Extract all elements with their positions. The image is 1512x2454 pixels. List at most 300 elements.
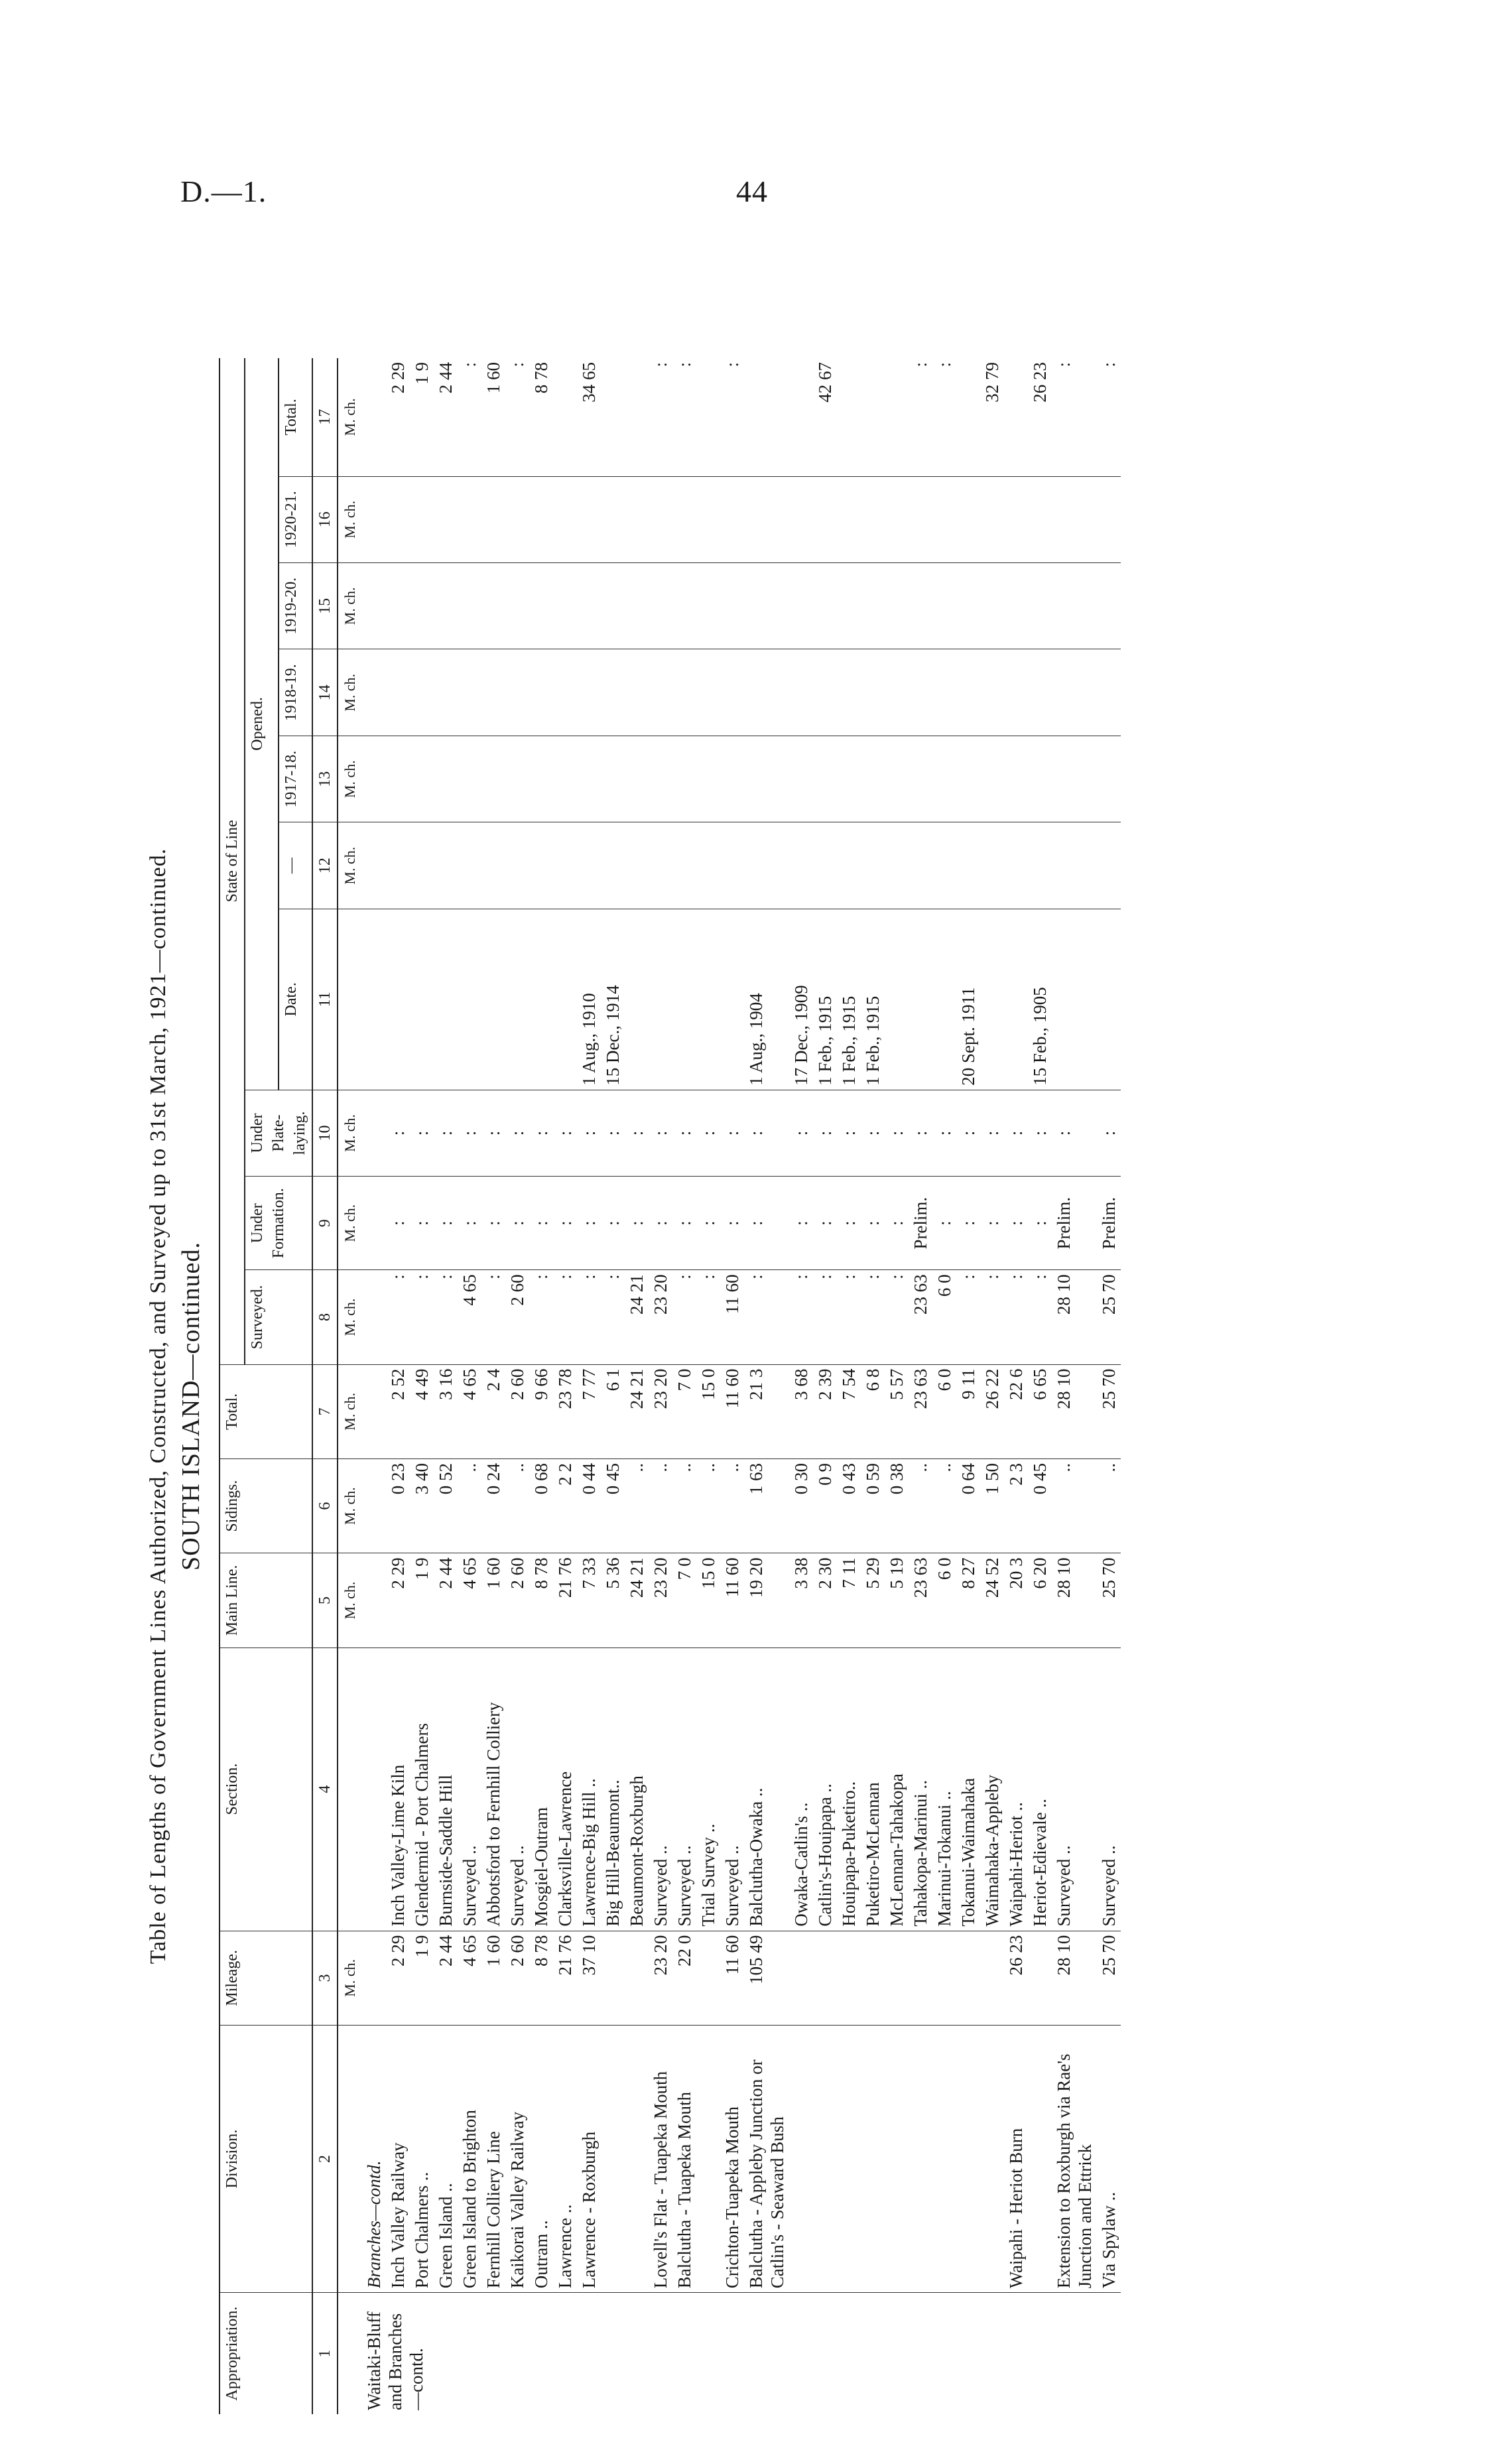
opened-total-cell: : [505, 358, 529, 476]
opened-dash-cell [529, 822, 553, 909]
table-row [649, 358, 672, 2414]
sidings-cell: 0 44 [577, 1458, 601, 1553]
under-formation-cell: : [744, 1177, 789, 1270]
opened-1917-cell [932, 736, 956, 822]
opened-date-cell [481, 909, 505, 1090]
unit-label: M. ch. [338, 649, 362, 736]
division-cell: Balclutha - Appleby Junction or Catlin's - Seaward Bush [744, 2025, 789, 2292]
division-cell [932, 2025, 956, 2292]
mileage-cell: 22 0 [672, 1931, 696, 2025]
surveyed-cell: 24 21 [625, 1270, 649, 1364]
opened-1919-cell [1028, 563, 1052, 649]
opened-1919-cell [980, 563, 1004, 649]
opened-1919-cell [649, 563, 672, 649]
opened-1920-cell [1028, 476, 1052, 562]
section-cell: Trial Survey .. [696, 1647, 720, 1931]
division-cell: Inch Valley Railway [386, 2025, 410, 2292]
opened-dash-cell [1097, 822, 1121, 909]
opened-1918-cell [696, 649, 720, 736]
opened-1920-cell [789, 476, 813, 562]
total-cell: 9 11 [956, 1364, 980, 1458]
opened-1920-cell [672, 476, 696, 562]
main-line-cell: 23 63 [909, 1553, 932, 1647]
table-row [696, 358, 720, 2414]
table-subtitle: SOUTH ISLAND—continued. [177, 1242, 205, 1571]
opened-1920-cell [885, 476, 909, 562]
section-cell: Beaumont-Roxburgh [625, 1647, 649, 1931]
under-platelaying-cell: : [980, 1090, 1004, 1176]
table-title: Table of Lengths of Government Lines Authorized, Constructed, and Surveyed up to 31st March, 1921—continued. [146, 848, 170, 1965]
unit-label: M. ch. [338, 476, 362, 562]
opened-date-cell [1052, 909, 1097, 1090]
mileage-cell [625, 1931, 649, 2025]
sidings-cell: .. [458, 1458, 481, 1553]
sidings-cell: 0 45 [601, 1458, 625, 1553]
under-formation-cell: : [577, 1177, 601, 1270]
surveyed-cell: : [1028, 1270, 1052, 1364]
surveyed-cell: 25 70 [1097, 1270, 1121, 1364]
opened-1918-cell [505, 649, 529, 736]
division-cell: Balclutha - Tuapeka Mouth [672, 2025, 696, 2292]
division-cell: Lawrence - Roxburgh [577, 2025, 601, 2292]
section-cell: Surveyed .. [649, 1647, 672, 1931]
surveyed-cell: 6 0 [932, 1270, 956, 1364]
surveyed-cell: : [861, 1270, 885, 1364]
total-cell: 28 10 [1052, 1364, 1097, 1458]
under-platelaying-cell: : [481, 1090, 505, 1176]
sidings-cell: 1 63 [744, 1458, 789, 1553]
col-1920: 1920-21. [279, 476, 312, 562]
section-cell: Catlin's-Houipapa .. [813, 1647, 837, 1931]
section-cell: Clarksville-Lawrence [553, 1647, 577, 1931]
opened-1920-cell [601, 476, 625, 562]
section-cell: Owaka-Catlin's .. [789, 1647, 813, 1931]
opened-date-cell: 1 Feb., 1915 [813, 909, 837, 1090]
sidings-cell: .. [932, 1458, 956, 1553]
opened-1919-cell [1097, 563, 1121, 649]
opened-date-cell [625, 909, 649, 1090]
col-number: 10 [312, 1090, 338, 1176]
division-cell [956, 2025, 980, 2292]
opened-date-cell: 20 Sept. 1911 [956, 909, 980, 1090]
col-1918: 1918-19. [279, 649, 312, 736]
opened-1917-cell [434, 736, 458, 822]
mileage-cell [932, 1931, 956, 2025]
col-dash: — [279, 822, 312, 909]
opened-1918-cell [956, 649, 980, 736]
section-cell: Glendermid - Port Chalmers [410, 1647, 434, 1931]
surveyed-cell: 23 20 [649, 1270, 672, 1364]
section-cell: Lawrence-Big Hill .. [577, 1647, 601, 1931]
mileage-cell [861, 1931, 885, 2025]
opened-1917-cell [672, 736, 696, 822]
opened-1918-cell [577, 649, 601, 736]
mileage-cell [362, 1931, 386, 2025]
mileage-cell: 8 78 [529, 1931, 553, 2025]
mileage-cell [837, 1931, 861, 2025]
opened-dash-cell [386, 822, 410, 909]
sidings-cell: 0 68 [529, 1458, 553, 1553]
sidings-cell: .. [1052, 1458, 1097, 1553]
opened-1919-cell [386, 563, 410, 649]
col-surveyed: Surveyed. [245, 1270, 312, 1364]
table-row [601, 358, 625, 2414]
opened-1920-cell [837, 476, 861, 562]
opened-1917-cell [813, 736, 837, 822]
main-line-cell: 24 52 [980, 1553, 1004, 1647]
col-date: Date. [279, 909, 312, 1090]
section-cell: Balclutha-Owaka .. [744, 1647, 789, 1931]
col-number: 12 [312, 822, 338, 909]
division-cell [813, 2025, 837, 2292]
division-cell: Extension to Roxburgh via Rae's Junction and Ettrick [1052, 2025, 1097, 2292]
opened-dash-cell [1004, 822, 1028, 909]
under-platelaying-cell: : [1004, 1090, 1028, 1176]
opened-total-cell [601, 358, 625, 476]
division-cell [980, 2025, 1004, 2292]
under-platelaying-cell [362, 1090, 386, 1176]
opened-1919-cell [529, 563, 553, 649]
sidings-cell: 0 9 [813, 1458, 837, 1553]
opened-total-cell [362, 358, 386, 476]
opened-total-cell: : [1052, 358, 1097, 476]
under-formation-cell: : [434, 1177, 458, 1270]
surveyed-cell: 11 60 [720, 1270, 744, 1364]
under-platelaying-cell: : [625, 1090, 649, 1176]
opened-dash-cell [553, 822, 577, 909]
section-cell: Houipapa-Puketiro.. [837, 1647, 861, 1931]
mileage-cell [956, 1931, 980, 2025]
under-platelaying-cell: : [885, 1090, 909, 1176]
opened-1918-cell [481, 649, 505, 736]
under-platelaying-cell: : [577, 1090, 601, 1176]
division-cell: Via Spylaw .. [1097, 2025, 1121, 2292]
total-cell: 6 0 [932, 1364, 956, 1458]
opened-total-cell [956, 358, 980, 476]
opened-1919-cell [410, 563, 434, 649]
mileage-cell: 23 20 [649, 1931, 672, 2025]
opened-1918-cell [980, 649, 1004, 736]
table-row [481, 358, 505, 2414]
opened-dash-cell [980, 822, 1004, 909]
opened-total-cell: 34 65 [577, 358, 601, 476]
opened-1917-cell [837, 736, 861, 822]
col-state-of-line: State of Line [220, 358, 245, 1364]
under-platelaying-cell: : [410, 1090, 434, 1176]
sidings-cell: .. [1097, 1458, 1121, 1553]
opened-1919-cell [956, 563, 980, 649]
total-cell: 4 65 [458, 1364, 481, 1458]
opened-date-cell [529, 909, 553, 1090]
rotated-table-page [146, 358, 1273, 2454]
unit-label: M. ch. [338, 1364, 362, 1458]
table-row [1097, 358, 1121, 2414]
col-mileage: Mileage. [220, 1931, 312, 2025]
mileage-cell: 105 49 [744, 1931, 789, 2025]
opened-1917-cell [625, 736, 649, 822]
surveyed-cell: : [672, 1270, 696, 1364]
table-row [1028, 358, 1052, 2414]
under-formation-cell: : [481, 1177, 505, 1270]
unit-label: M. ch. [338, 563, 362, 649]
col-number: 8 [312, 1270, 338, 1364]
col-total: Total. [220, 1364, 312, 1458]
mileage-cell: 2 29 [386, 1931, 410, 2025]
opened-1918-cell [1052, 649, 1097, 736]
opened-date-cell [505, 909, 529, 1090]
main-line-cell: 5 36 [601, 1553, 625, 1647]
opened-total-cell [861, 358, 885, 476]
section-cell [362, 1647, 386, 1931]
opened-dash-cell [1028, 822, 1052, 909]
appropriation-cell: Waitaki-Bluff and Branches —contd. [364, 2311, 426, 2410]
sidings-cell: 0 52 [434, 1458, 458, 1553]
under-platelaying-cell: : [386, 1090, 410, 1176]
opened-1920-cell [481, 476, 505, 562]
surveyed-cell: : [553, 1270, 577, 1364]
under-platelaying-cell: : [649, 1090, 672, 1176]
table-row [956, 358, 980, 2414]
under-platelaying-cell: : [529, 1090, 553, 1176]
col-number: 6 [312, 1458, 338, 1553]
surveyed-cell: : [980, 1270, 1004, 1364]
opened-1917-cell [1052, 736, 1097, 822]
opened-total-cell: : [1097, 358, 1121, 476]
opened-dash-cell [649, 822, 672, 909]
opened-total-cell [885, 358, 909, 476]
main-line-cell: 7 33 [577, 1553, 601, 1647]
main-line-cell: 23 20 [649, 1553, 672, 1647]
sidings-cell: 0 30 [789, 1458, 813, 1553]
sidings-cell: .. [909, 1458, 932, 1553]
division-cell: Kaikorai Valley Railway [505, 2025, 529, 2292]
opened-total-cell: 2 44 [434, 358, 458, 476]
main-line-cell: 20 3 [1004, 1553, 1028, 1647]
sidings-cell: 0 23 [386, 1458, 410, 1553]
mileage-cell [1028, 1931, 1052, 2025]
table-row [672, 358, 696, 2414]
unit-label: M. ch. [338, 736, 362, 822]
opened-1918-cell [885, 649, 909, 736]
table-row [505, 358, 529, 2414]
opened-1919-cell [601, 563, 625, 649]
total-cell: 26 22 [980, 1364, 1004, 1458]
surveyed-cell: : [577, 1270, 601, 1364]
opened-dash-cell [362, 822, 386, 909]
table-row [885, 358, 909, 2414]
opened-total-cell: : [909, 358, 932, 476]
division-cell: Fernhill Colliery Line [481, 2025, 505, 2292]
division-cell [837, 2025, 861, 2292]
opened-dash-cell [458, 822, 481, 909]
main-line-cell: 19 20 [744, 1553, 789, 1647]
total-cell: 6 8 [861, 1364, 885, 1458]
surveyed-cell: 28 10 [1052, 1270, 1097, 1364]
opened-total-cell: : [458, 358, 481, 476]
table-row [932, 358, 956, 2414]
division-cell: Crichton-Tuapeka Mouth [720, 2025, 744, 2292]
unit-label: M. ch. [338, 358, 362, 476]
main-line-cell: 5 19 [885, 1553, 909, 1647]
unit-label: M. ch. [338, 1270, 362, 1364]
opened-1919-cell [553, 563, 577, 649]
division-cell [601, 2025, 625, 2292]
section-cell: Waimahaka-Appleby [980, 1647, 1004, 1931]
col-number: 13 [312, 736, 338, 822]
opened-1919-cell [434, 563, 458, 649]
col-number: 5 [312, 1553, 338, 1647]
opened-1918-cell [458, 649, 481, 736]
section-cell: Inch Valley-Lime Kiln [386, 1647, 410, 1931]
opened-total-cell: 1 9 [410, 358, 434, 476]
opened-1920-cell [720, 476, 744, 562]
mileage-cell: 21 76 [553, 1931, 577, 2025]
opened-date-cell [932, 909, 956, 1090]
section-cell: Mosgiel-Outram [529, 1647, 553, 1931]
opened-dash-cell [720, 822, 744, 909]
surveyed-cell: 2 60 [505, 1270, 529, 1364]
under-formation-cell: : [861, 1177, 885, 1270]
opened-dash-cell [956, 822, 980, 909]
main-line-cell: 7 0 [672, 1553, 696, 1647]
main-line-cell: 8 27 [956, 1553, 980, 1647]
opened-1918-cell [932, 649, 956, 736]
opened-1918-cell [553, 649, 577, 736]
total-cell: 23 78 [553, 1364, 577, 1458]
under-platelaying-cell: : [720, 1090, 744, 1176]
opened-1920-cell [696, 476, 720, 562]
col-total-opened: Total. [279, 358, 312, 476]
opened-1918-cell [529, 649, 553, 736]
lines-table [219, 358, 1121, 2414]
mileage-cell: 1 9 [410, 1931, 434, 2025]
opened-1920-cell [577, 476, 601, 562]
mileage-cell [696, 1931, 720, 2025]
opened-dash-cell [601, 822, 625, 909]
total-cell: 9 66 [529, 1364, 553, 1458]
under-formation-cell: : [696, 1177, 720, 1270]
opened-1918-cell [720, 649, 744, 736]
mileage-cell: 26 23 [1004, 1931, 1028, 2025]
opened-1917-cell [861, 736, 885, 822]
opened-date-cell [720, 909, 744, 1090]
opened-1919-cell [577, 563, 601, 649]
under-formation-cell: : [837, 1177, 861, 1270]
col-number: 7 [312, 1364, 338, 1458]
unit-label: M. ch. [338, 1553, 362, 1647]
opened-1918-cell [861, 649, 885, 736]
mileage-cell: 37 10 [577, 1931, 601, 2025]
col-under-platelaying: Under Plate-laying. [245, 1090, 312, 1176]
col-1917: 1917-18. [279, 736, 312, 822]
total-cell: 21 3 [744, 1364, 789, 1458]
opened-1920-cell [861, 476, 885, 562]
opened-total-cell [837, 358, 861, 476]
page-number: 44 [736, 174, 768, 208]
main-line-cell: 2 60 [505, 1553, 529, 1647]
opened-1920-cell [909, 476, 932, 562]
under-formation-cell: : [885, 1177, 909, 1270]
opened-dash-cell [837, 822, 861, 909]
table-row [980, 358, 1004, 2414]
opened-1918-cell [601, 649, 625, 736]
opened-date-cell [386, 909, 410, 1090]
opened-dash-cell [505, 822, 529, 909]
opened-1920-cell [744, 476, 789, 562]
opened-date-cell [696, 909, 720, 1090]
surveyed-cell: : [481, 1270, 505, 1364]
col-division: Division. [220, 2025, 312, 2292]
under-platelaying-cell: : [956, 1090, 980, 1176]
col-number: 16 [312, 476, 338, 562]
main-line-cell [362, 1553, 386, 1647]
total-cell: 23 20 [649, 1364, 672, 1458]
opened-date-cell: 1 Feb., 1915 [861, 909, 885, 1090]
under-formation-cell: : [789, 1177, 813, 1270]
mileage-cell: 2 60 [505, 1931, 529, 2025]
total-cell: 2 39 [813, 1364, 837, 1458]
opened-1918-cell [789, 649, 813, 736]
table-row [434, 358, 458, 2414]
total-cell: 7 77 [577, 1364, 601, 1458]
unit-label: M. ch. [338, 1177, 362, 1270]
total-cell: 11 60 [720, 1364, 744, 1458]
opened-date-cell [672, 909, 696, 1090]
mileage-cell: 11 60 [720, 1931, 744, 2025]
opened-total-cell: : [932, 358, 956, 476]
under-platelaying-cell: : [696, 1090, 720, 1176]
sidings-cell: 2 3 [1004, 1458, 1028, 1553]
table-row [909, 358, 932, 2414]
opened-1918-cell [744, 649, 789, 736]
total-cell: 7 0 [672, 1364, 696, 1458]
under-platelaying-cell: : [672, 1090, 696, 1176]
opened-1918-cell [672, 649, 696, 736]
table-body [362, 358, 1121, 2414]
opened-dash-cell [672, 822, 696, 909]
under-platelaying-cell: : [789, 1090, 813, 1176]
under-formation-cell: : [386, 1177, 410, 1270]
table-row [577, 358, 601, 2414]
opened-1918-cell [1097, 649, 1121, 736]
opened-date-cell: 1 Aug., 1910 [577, 909, 601, 1090]
section-cell: Marinui-Tokanui .. [932, 1647, 956, 1931]
sidings-cell: .. [649, 1458, 672, 1553]
mileage-cell: 2 44 [434, 1931, 458, 2025]
total-cell [362, 1364, 386, 1458]
sidings-cell: 0 45 [1028, 1458, 1052, 1553]
opened-1919-cell [720, 563, 744, 649]
under-formation-cell: : [980, 1177, 1004, 1270]
total-cell: 4 49 [410, 1364, 434, 1458]
section-cell: Surveyed .. [720, 1647, 744, 1931]
table-row [1052, 358, 1097, 2414]
opened-1919-cell [481, 563, 505, 649]
surveyed-cell: 23 63 [909, 1270, 932, 1364]
opened-1919-cell [505, 563, 529, 649]
opened-1918-cell [362, 649, 386, 736]
opened-date-cell: 1 Aug., 1904 [744, 909, 789, 1090]
division-cell [789, 2025, 813, 2292]
under-platelaying-cell: : [861, 1090, 885, 1176]
opened-1920-cell [529, 476, 553, 562]
under-platelaying-cell: : [601, 1090, 625, 1176]
opened-1920-cell [458, 476, 481, 562]
sidings-cell: 2 2 [553, 1458, 577, 1553]
opened-1917-cell [505, 736, 529, 822]
division-cell: Green Island to Brighton [458, 2025, 481, 2292]
main-line-cell: 6 20 [1028, 1553, 1052, 1647]
